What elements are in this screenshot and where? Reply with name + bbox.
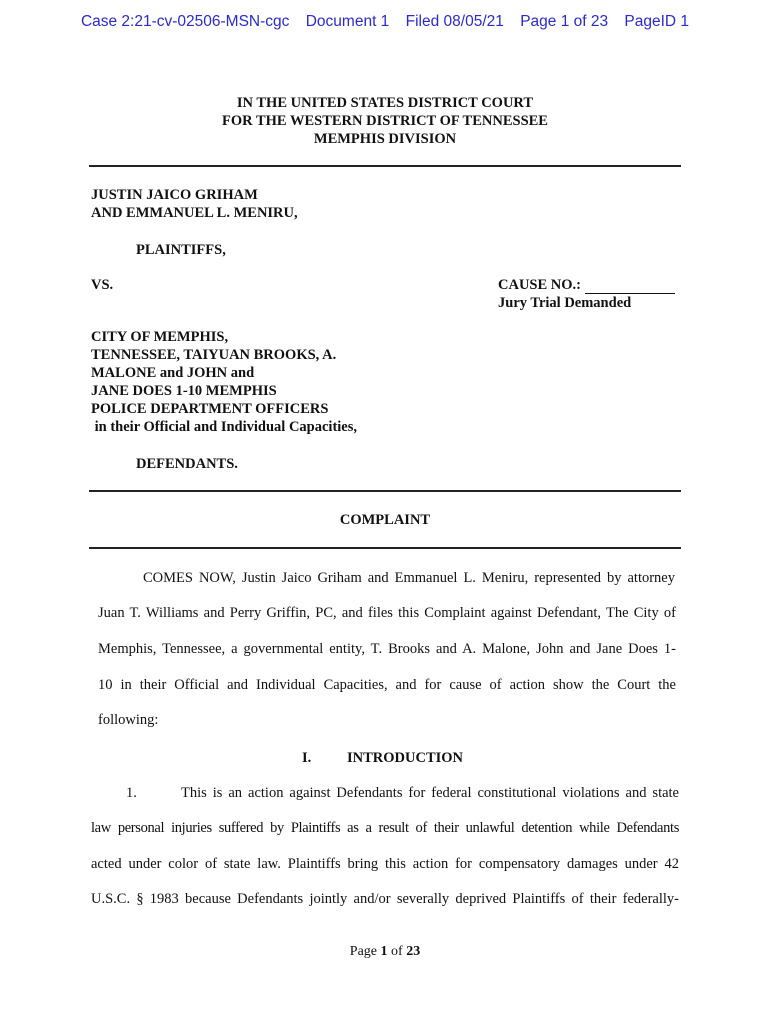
defendants-block	[91, 328, 357, 436]
cause-number-label: CAUSE NO.:	[498, 277, 581, 293]
paragraph-number: 1.	[126, 785, 137, 801]
cause-number-line	[498, 276, 675, 294]
court-heading	[0, 94, 770, 148]
footer-prefix: Page	[349, 944, 381, 959]
intro-line-5: following:	[98, 712, 159, 728]
para1-line-4: U.S.C. § 1983 because Defendants jointly and/or severally deprived Plaintiffs of their federally-	[91, 891, 679, 907]
defendant-line-3: MALONE and JOHN and	[91, 365, 255, 381]
divider-middle	[89, 490, 681, 492]
defendants-role: DEFENDANTS.	[136, 456, 238, 472]
page-footer	[0, 944, 770, 960]
plaintiff-line-1: JUSTIN JAICO GRIHAM	[91, 187, 258, 203]
court-line-3: MEMPHIS DIVISION	[313, 131, 457, 147]
case-number: Case 2:21-cv-02506-MSN-cgc	[80, 13, 290, 30]
page-id: PageID 1	[624, 13, 690, 30]
filed-date: Filed 08/05/21	[405, 13, 504, 30]
plaintiffs-block	[91, 186, 298, 222]
defendant-line-4: JANE DOES 1-10 MEMPHIS	[91, 383, 277, 399]
court-line-2: FOR THE WESTERN DISTRICT OF TENNESSEE	[222, 113, 548, 129]
complaint-title: COMPLAINT	[339, 512, 431, 528]
para1-line-1: This is an action against Defendants for federal constitutional violations and state	[181, 785, 679, 801]
plaintiff-line-2: AND EMMANUEL L. MENIRU,	[91, 205, 298, 221]
footer-of: of	[387, 944, 407, 959]
intro-line-1: COMES NOW, Justin Jaico Griham and Emmanuel L. Meniru, represented by attorney	[143, 570, 675, 586]
cause-number-blank	[585, 279, 675, 294]
intro-line-2: Juan T. Williams and Perry Griffin, PC, and files this Complaint against Defendant, The City of	[98, 605, 676, 621]
intro-line-4: 10 in their Official and Individual Capacities, and for cause of action show the Court the	[98, 677, 676, 693]
plaintiffs-role: PLAINTIFFS,	[136, 242, 226, 258]
defendant-line-5: POLICE DEPARTMENT OFFICERS	[91, 401, 329, 417]
versus-label: VS.	[91, 277, 114, 293]
defendant-line-1: CITY OF MEMPHIS,	[91, 329, 229, 345]
section-title: INTRODUCTION	[347, 750, 464, 766]
footer-total-pages: 23	[406, 944, 421, 959]
document-number: Document 1	[305, 13, 390, 30]
para1-line-3: acted under color of state law. Plaintiffs bring this action for compensatory damages under 42	[91, 856, 679, 872]
court-filing-header	[0, 13, 770, 31]
divider-bottom	[89, 547, 681, 549]
court-line-1: IN THE UNITED STATES DISTRICT COURT	[236, 95, 534, 111]
para1-line-2: law personal injuries suffered by Plaintiffs as a result of their unlawful detention while Defendants	[91, 820, 679, 836]
jury-trial-demanded: Jury Trial Demanded	[498, 295, 632, 311]
cause-block	[498, 276, 675, 312]
section-number: I.	[302, 750, 312, 766]
defendant-line-2: TENNESSEE, TAIYUAN BROOKS, A.	[91, 347, 337, 363]
defendant-line-6: in their Official and Individual Capacities,	[91, 419, 358, 435]
footer-current-page: 1	[380, 944, 388, 959]
intro-line-3: Memphis, Tennessee, a governmental entity, T. Brooks and A. Malone, John and Jane Does 1-	[98, 641, 676, 657]
divider-top	[89, 165, 681, 167]
page-count: Page 1 of 23	[520, 13, 609, 30]
